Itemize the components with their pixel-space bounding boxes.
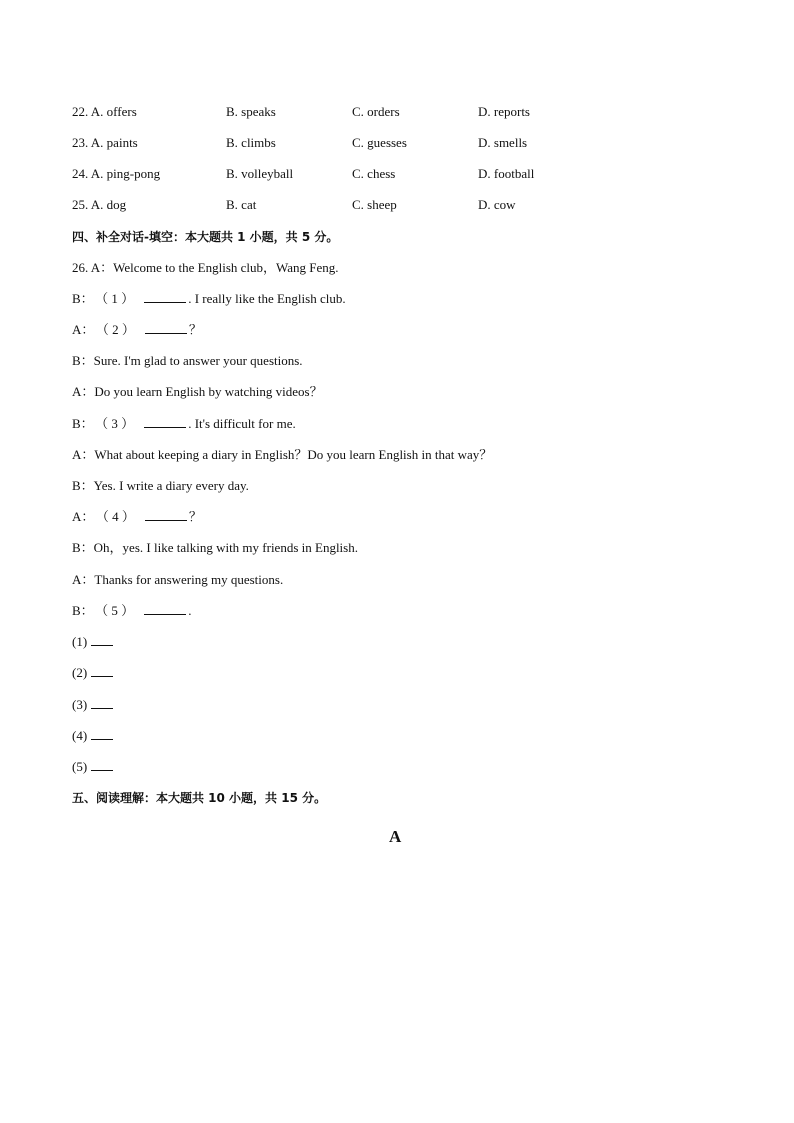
question-25-option-d: D. cow <box>478 197 516 212</box>
option-a-text: A. paints <box>90 135 138 150</box>
question-22-option-a <box>72 104 137 120</box>
answer-label: (3) <box>72 697 88 712</box>
speaker-label: B： <box>72 416 94 431</box>
speaker-label: B： <box>72 291 94 306</box>
answer-field-1[interactable] <box>91 634 113 646</box>
option-a-text: A. ping-pong <box>90 166 161 181</box>
question-25-option-c: C. sheep <box>352 197 397 212</box>
answer-blank-2[interactable] <box>145 322 187 334</box>
section-5-heading: 五、阅读理解：本大题共 10 小题，共 15 分。 <box>72 791 327 805</box>
blank-number: （ 3 ） <box>101 416 135 431</box>
question-24-option-d: D. football <box>478 166 535 181</box>
dialogue-line-12 <box>72 603 191 619</box>
answer-line-5 <box>72 759 113 775</box>
question-25-option-b: B. cat <box>226 197 257 212</box>
question-25-option-a <box>72 197 126 213</box>
blank-number: （ 4 ） <box>102 509 135 524</box>
section-4-heading: 四、补全对话-填空：本大题共 1 小题，共 5 分。 <box>72 230 339 244</box>
answer-line-1 <box>72 634 113 650</box>
blank-number: （ 1 ） <box>101 291 135 306</box>
question-23-option-b: B. climbs <box>226 135 276 150</box>
answer-label: (1) <box>72 634 88 649</box>
answer-blank-5[interactable] <box>144 603 186 615</box>
dialogue-line-3 <box>72 322 202 338</box>
question-number: 25. <box>72 197 89 212</box>
question-number: 22. <box>72 104 89 119</box>
blank-number: （ 5 ） <box>101 603 135 618</box>
dialogue-text: . <box>188 603 192 618</box>
blank-number: （ 2 ） <box>102 322 135 337</box>
question-24-option-b: B. volleyball <box>226 166 294 181</box>
question-23-option-d: D. smells <box>478 135 528 150</box>
dialogue-line-10: B：Oh，yes. I like talking with my friends in English. <box>72 540 358 555</box>
speaker-label: A： <box>72 509 95 524</box>
answer-blank-4[interactable] <box>145 509 187 521</box>
dialogue-text: . I really like the English club. <box>188 291 346 306</box>
answer-field-2[interactable] <box>91 665 113 677</box>
answer-line-3 <box>72 697 113 713</box>
answer-line-4 <box>72 728 113 744</box>
answer-label: (2) <box>72 665 88 680</box>
question-24-option-a <box>72 166 160 182</box>
option-a-text: A. dog <box>90 197 127 212</box>
passage-label: A <box>389 827 402 846</box>
question-23-option-c: C. guesses <box>352 135 407 150</box>
answer-field-3[interactable] <box>91 697 113 709</box>
dialogue-line-2 <box>72 291 346 307</box>
question-number: 23. <box>72 135 89 150</box>
answer-blank-3[interactable] <box>144 416 186 428</box>
dialogue-text: ？ <box>188 509 202 524</box>
answer-blank-1[interactable] <box>144 291 186 303</box>
dialogue-line-7: A：What about keeping a diary in English？Do you learn English in that way？ <box>72 447 493 462</box>
question-23-option-a <box>72 135 138 151</box>
question-22-option-b: B. speaks <box>226 104 276 119</box>
dialogue-line-8: B：Yes. I write a diary every day. <box>72 478 249 493</box>
question-22-option-c: C. orders <box>352 104 400 119</box>
answer-field-5[interactable] <box>91 759 113 771</box>
answer-line-2 <box>72 665 113 681</box>
answer-label: (5) <box>72 759 88 774</box>
question-number: 24. <box>72 166 89 181</box>
dialogue-text: ？ <box>188 322 202 337</box>
answer-label: (4) <box>72 728 88 743</box>
dialogue-line-6 <box>72 416 296 432</box>
question-24-option-c: C. chess <box>352 166 396 181</box>
speaker-label: A： <box>72 322 95 337</box>
option-a-text: A. offers <box>90 104 137 119</box>
dialogue-line-1: 26. A：Welcome to the English club，Wang Feng. <box>72 260 339 275</box>
speaker-label: B： <box>72 603 94 618</box>
dialogue-text: . It's difficult for me. <box>188 416 296 431</box>
dialogue-line-9 <box>72 509 202 525</box>
dialogue-line-5: A：Do you learn English by watching videos？ <box>72 384 323 399</box>
dialogue-line-11: A：Thanks for answering my questions. <box>72 572 284 587</box>
question-22-option-d: D. reports <box>478 104 530 119</box>
answer-field-4[interactable] <box>91 728 113 740</box>
dialogue-line-4: B：Sure. I'm glad to answer your questions. <box>72 353 303 368</box>
